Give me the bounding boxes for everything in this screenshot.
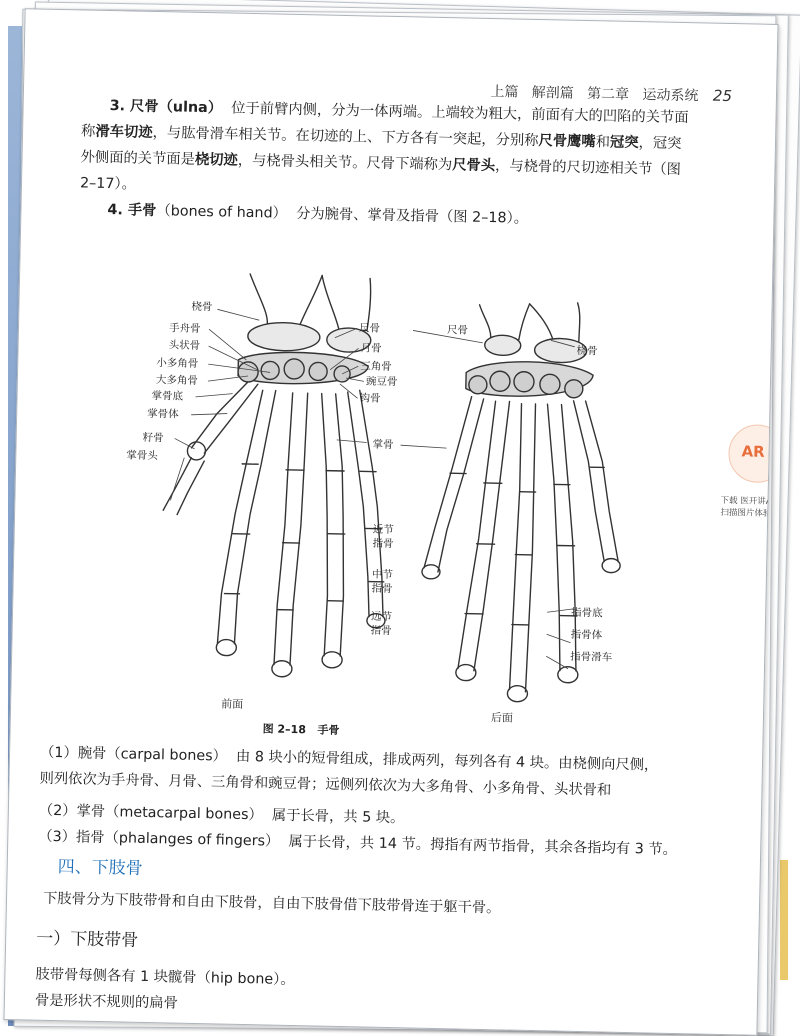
text-run: 和 [595, 134, 611, 151]
hand-bones-figure [91, 261, 720, 737]
label-ulna-front: 尺骨 [358, 322, 381, 335]
label-sesamoid: 籽骨 [142, 431, 164, 445]
label-metacarpal: 掌骨 [372, 438, 394, 452]
label-metacarpal-head: 掌骨头 [126, 449, 158, 463]
hip-paragraph [35, 962, 690, 1028]
label-radius: 桡骨 [191, 300, 213, 314]
ulna-paragraph [79, 92, 736, 236]
header-section: 解剖篇 [531, 84, 574, 102]
front-view-label: 前面 [221, 697, 244, 711]
text-run: （bones of hand） [156, 203, 288, 222]
label-hamate: 钩骨 [359, 392, 381, 405]
text-run: 属于长骨，共 5 块。 [271, 807, 405, 827]
text-run: 分为腕骨、掌骨及指骨（图 2–18）。 [295, 205, 529, 227]
label-metacarpal-body: 掌骨体 [147, 407, 179, 421]
header-part: 上篇 [490, 83, 519, 101]
text-run: 称 [80, 123, 96, 140]
label-triquetrum: 三角骨 [360, 360, 392, 373]
label-phalanx: 指骨 [372, 537, 394, 551]
page-number: 25 [712, 86, 733, 106]
text-run: 属于长骨，共 14 节。拇指有两节指骨，其余各指均有 3 节。 [288, 833, 678, 859]
label-phalanx-trochlea: 指骨滑车 [570, 650, 613, 664]
section-heading-lower-limb: 四、下肢骨 [57, 857, 143, 879]
ar-badge-text: AR [741, 442, 765, 461]
term-bold: 尺骨鹰嘴 [538, 133, 596, 151]
text-run: ，与桡骨头相关节。尺骨下端称为 [237, 152, 453, 174]
back-view-label: 后面 [490, 711, 514, 725]
label-ulna-back: 尺骨 [446, 324, 469, 337]
label-phalanx-body: 指骨体 [570, 628, 603, 642]
lower-limb-intro: 下肢骨分为下肢带骨和自由下肢骨，自由下肢骨借下肢带骨连于躯干骨。 [42, 890, 501, 917]
term-bold: 冠突 [609, 134, 639, 152]
document-page [3, 8, 778, 1036]
ulna-heading: 3. 尺骨（ulna） [109, 98, 223, 117]
label-pisiform: 豌豆骨 [365, 375, 398, 389]
text-line: 肢带骨每侧各有 1 块髋骨（hip bone）。 [35, 966, 295, 989]
text-run: 外侧面的关节面是 [80, 149, 196, 168]
figure-caption [262, 720, 339, 738]
text-line: 位于前臂内侧，分为一体两端。上端较为粗大，前面有大的凹陷的关节面 [231, 100, 689, 127]
item-head: （2）掌骨（metacarpal bones） [38, 802, 263, 824]
label-trapezoid: 小多角骨 [156, 357, 199, 370]
text-line: 2–17）。 [79, 175, 137, 193]
label-middle: 中节 [371, 568, 394, 582]
label-capitate: 头状骨 [168, 339, 201, 352]
text-run: 由 8 块小的短骨组成，排成两列，每列各有 4 块。由桡侧向尺侧， [235, 748, 659, 774]
label-radius-back: 桡骨 [576, 344, 598, 358]
item-head: （3）指骨（phalanges of fingers） [38, 828, 280, 850]
header-topic: 运动系统 [642, 87, 699, 105]
label-phalanx-base: 指骨底 [571, 606, 603, 620]
ar-download-text: 下载 医开讲AR [720, 495, 778, 508]
term-bold: 滑车切迹 [95, 123, 153, 141]
term-bold: 尺骨头 [452, 157, 496, 175]
text-run: ，与肱骨滑车相关节。在切迹的上、下方各有一突起，分别称 [152, 124, 539, 150]
label-trapezium: 大多角骨 [155, 374, 199, 387]
subsection-heading: 一）下肢带骨 [35, 928, 139, 951]
term-bold: 桡切迹 [194, 151, 238, 169]
label-metacarpal-base: 掌骨底 [151, 389, 184, 403]
header-chapter: 第二章 [586, 86, 630, 103]
hand-items [38, 740, 730, 864]
label-proximal: 近节 [372, 523, 394, 537]
label-lunate: 月骨 [360, 342, 382, 355]
page-stack-edge-yellow [780, 860, 788, 980]
hand-heading: 4. 手骨 [107, 201, 157, 220]
caption-title: 手骨 [317, 723, 340, 737]
label-phalanx: 指骨 [370, 624, 392, 638]
text-run: ，与桡骨的尺切迹相关节（图 [494, 158, 682, 178]
ar-scan-text: 扫描图片体验A [720, 507, 778, 520]
label-distal: 远节 [370, 610, 393, 624]
label-scaphoid: 手舟骨 [168, 322, 201, 335]
text-run: ，冠突 [638, 135, 682, 152]
item-head: （1）腕骨（carpal bones） [39, 744, 228, 765]
label-phalanx: 指骨 [371, 582, 393, 596]
caption-number: 图 2–18 [262, 722, 307, 737]
text-line: 骨是形状不规则的扁骨 [34, 992, 179, 1012]
text-line: 则列依次为手舟骨、月骨、三角骨和豌豆骨；远侧列依次为大多角骨、小多角骨、头状骨和 [39, 770, 612, 799]
